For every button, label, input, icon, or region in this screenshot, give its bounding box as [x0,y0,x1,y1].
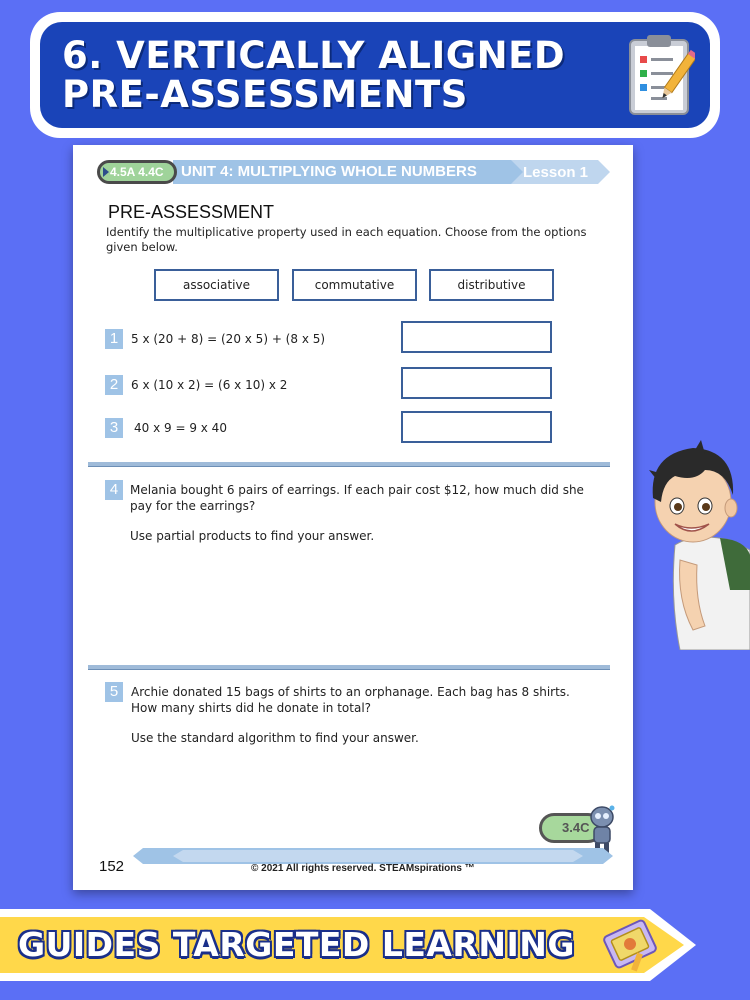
section-divider-2 [88,665,610,670]
header-title [62,36,602,114]
footer-ribbon [133,848,613,864]
question-4-text: Melania bought 6 pairs of earrings. If each pair cost $12, how much did she pay for the earrings? [130,483,584,513]
header-banner-inner [40,22,710,128]
answer-box-1[interactable] [401,321,552,353]
play-triangle-icon [103,167,109,177]
unit-header-bar [93,157,611,187]
pencil-tag-icon [598,913,662,975]
boy-character-illustration [635,440,750,650]
instructions-text: Identify the multiplicative property used in each equation. Choose from the options given below. [106,225,587,254]
vertical-alignment-badge: 3.4C [539,813,603,843]
question-number-1: 1 [105,329,123,349]
footer-tagline: GUIDES TARGETED LEARNING [18,925,575,964]
standards-badge [97,160,177,184]
unit-title: UNIT 4: MULTIPLYING WHOLE NUMBERS [181,163,477,180]
question-number-4: 4 [105,480,123,500]
equation-3: 40 x 9 = 9 x 40 [134,421,227,435]
header-title-line1: 6. VERTICALLY ALIGNED [62,34,566,77]
header-title-line2: PRE-ASSESSMENTS [62,73,468,116]
header-banner [30,12,720,138]
question-number-3: 3 [105,418,123,438]
copyright-text: © 2021 All rights reserved. STEAMspirations ™ [251,863,475,874]
question-5-instruction: Use the standard algorithm to find your answer. [131,731,419,745]
worksheet-page [73,145,633,890]
answer-box-3[interactable] [401,411,552,443]
standards-badge-text: 4.5A 4.4C [110,165,164,179]
option-distributive: distributive [429,269,554,301]
page-number: 152 [99,858,125,875]
lesson-label: Lesson 1 [523,164,589,181]
question-number-5: 5 [105,682,123,702]
equation-2: 6 x (10 x 2) = (6 x 10) x 2 [131,378,288,392]
option-commutative: commutative [292,269,417,301]
question-5-text: Archie donated 15 bags of shirts to an orphanage. Each bag has 8 shirts. How many shirts did he donate in total? [131,685,570,715]
answer-box-2[interactable] [401,367,552,399]
option-associative: associative [154,269,279,301]
clipboard-checklist-icon [625,34,695,118]
equation-1: 5 x (20 + 8) = (20 x 5) + (8 x 5) [131,332,326,346]
pre-assessment-heading: PRE-ASSESSMENT [108,202,275,222]
question-4-instruction: Use partial products to find your answer. [130,529,375,543]
section-divider-1 [88,462,610,467]
question-number-2: 2 [105,375,123,395]
